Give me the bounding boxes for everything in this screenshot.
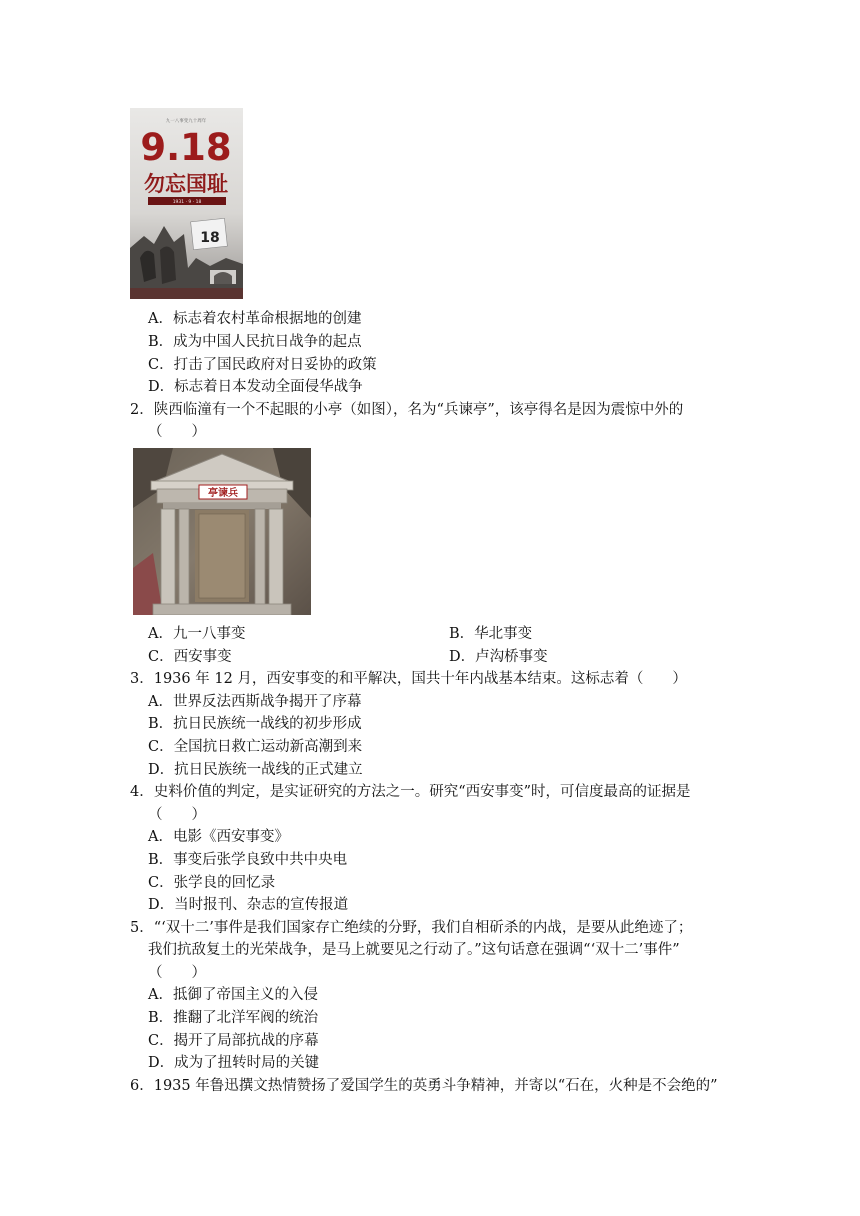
- q4-stem-line1: 4．史料价值的判定，是实证研究的方法之一。研究“西安事变”时，可信度最高的证据是: [130, 784, 691, 800]
- q5-stem-line1: 5．“‘双十二’事件是我们国家存亡绝续的分野，我们自相斫杀的内战，是要从此绝迹了；: [130, 920, 693, 936]
- q3-option-c: C．全国抗日救亡运动新高潮到来: [148, 739, 363, 755]
- q5-option-a: A．抵御了帝国主义的入侵: [148, 987, 318, 1003]
- q5-stem-line2: 我们抗敌复土的光荣战争，是马上就要见之行动了。”这句话意在强调“‘双十二’事件”: [148, 942, 680, 958]
- q3-option-b: B．抗日民族统一战线的初步形成: [148, 716, 362, 732]
- q3-option-a: A．世界反法西斯战争揭开了序幕: [148, 694, 362, 710]
- q5-option-b: B．推翻了北洋军阀的统治: [148, 1010, 319, 1026]
- poster-calendar-number: 18: [200, 230, 220, 246]
- q2-option-c: C．西安事变: [148, 649, 232, 665]
- q1-option-a: A．标志着农村革命根据地的创建: [148, 311, 362, 327]
- pavilion-sign: 亭谏兵: [208, 488, 238, 499]
- q5-option-c: C．揭开了局部抗战的序幕: [148, 1033, 319, 1049]
- q1-option-b: B．成为中国人民抗日战争的起点: [148, 334, 362, 350]
- q4-option-c: C．张学良的回忆录: [148, 875, 276, 891]
- poster-title: 9.18: [140, 126, 232, 169]
- q5-answer-bracket: （ ）: [148, 965, 206, 981]
- q5-option-d: D．成为了扭转时局的关键: [148, 1055, 320, 1071]
- figure-918-poster: [130, 108, 243, 299]
- q2-answer-bracket: （ ）: [148, 424, 206, 440]
- q3-option-d: D．抗日民族统一战线的正式建立: [148, 762, 363, 778]
- figure-bingjian-pavilion: [133, 448, 311, 615]
- poster-top-text: 九一八事变九十周年: [165, 119, 207, 124]
- q4-answer-bracket: （ ）: [148, 807, 206, 823]
- q4-option-d: D．当时报刊、杂志的宣传报道: [148, 897, 349, 913]
- poster-subtitle: 勿忘国耻: [144, 172, 228, 196]
- q1-option-d: D．标志着日本发动全面侵华战争: [148, 379, 363, 395]
- q1-option-c: C．打击了国民政府对日妥协的政策: [148, 357, 377, 373]
- q2-option-b: B．华北事变: [449, 626, 533, 642]
- q2-option-d: D．卢沟桥事变: [449, 649, 548, 665]
- q4-option-b: B．事变后张学良致中共中央电: [148, 852, 348, 868]
- q3-stem-line1: 3．1936 年 12 月，西安事变的和平解决，国共十年内战基本结束。这标志着（ ）: [130, 671, 687, 687]
- q2-stem-line1: 2．陕西临潼有一个不起眼的小亭（如图），名为“兵谏亭”，该亭得名是因为震惊中外的: [130, 402, 684, 418]
- q6-stem-line1: 6．1935 年鲁迅撰文热情赞扬了爱国学生的英勇斗争精神，并寄以“石在，火种是不会绝的”: [130, 1078, 718, 1094]
- q4-option-a: A．电影《西安事变》: [148, 829, 289, 845]
- poster-small-banner: 1931 · 9 · 18: [172, 200, 202, 205]
- q2-option-a: A．九一八事变: [148, 626, 246, 642]
